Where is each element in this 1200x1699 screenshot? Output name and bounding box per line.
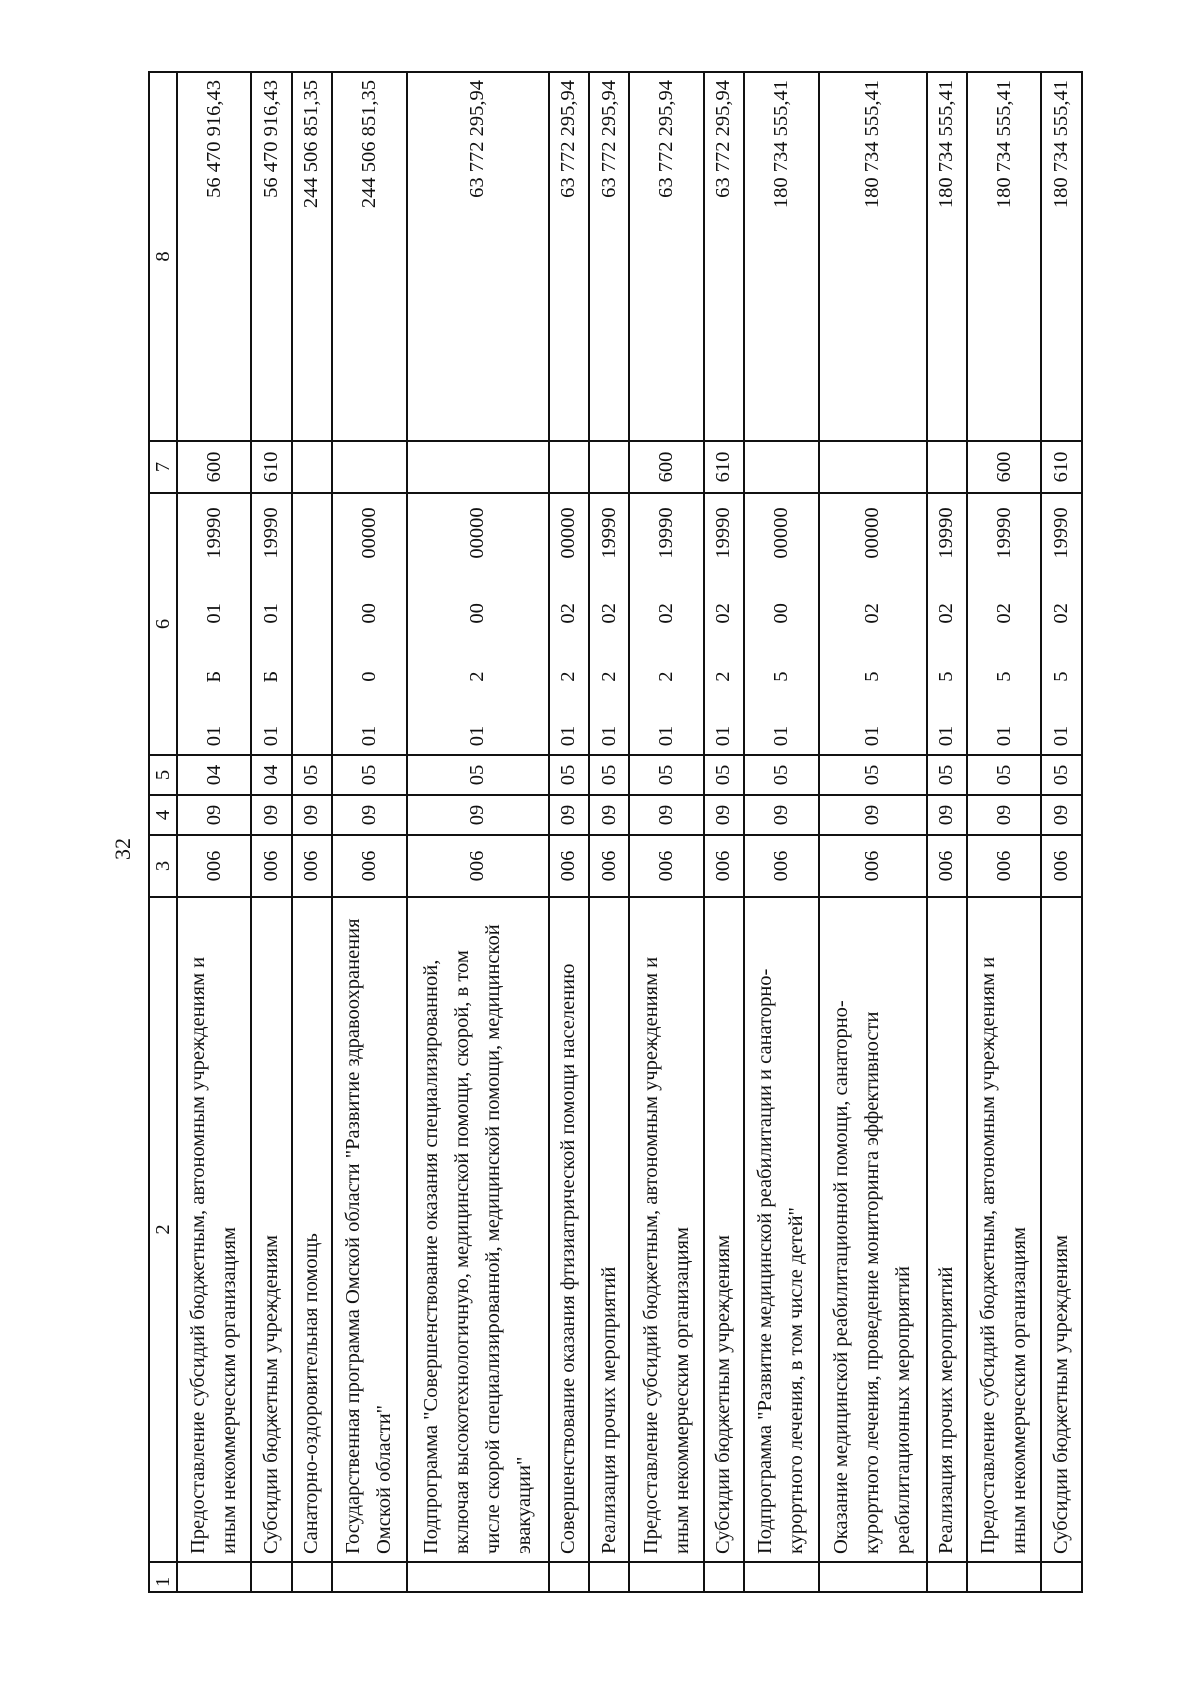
subsection-code-cell: 05 bbox=[292, 755, 332, 795]
row-name-cell: Предоставление субсидий бюджетным, автономным учреждениям и иным некоммерческим организациям bbox=[967, 897, 1041, 1562]
subsection-code-cell: 05 bbox=[407, 755, 549, 795]
row-number-cell bbox=[1041, 1562, 1082, 1592]
row-name-cell: Субсидии бюджетным учреждениям bbox=[251, 897, 291, 1562]
target-article-cell bbox=[967, 493, 1041, 755]
target-subprogram-code: 5 bbox=[1050, 671, 1073, 682]
dept-code-cell: 006 bbox=[549, 835, 589, 897]
target-article-cell bbox=[549, 493, 589, 755]
target-program-code: 01 bbox=[1050, 725, 1073, 747]
target-subprogram-code: 2 bbox=[557, 671, 580, 682]
amount-cell: 63 772 295,94 bbox=[704, 72, 744, 441]
target-subprogram-code: 0 bbox=[357, 671, 380, 682]
expense-type-cell: 600 bbox=[967, 441, 1041, 493]
row-number-cell bbox=[407, 1562, 549, 1592]
target-event-code: 00 bbox=[769, 603, 792, 624]
section-code-cell: 09 bbox=[744, 795, 818, 835]
target-event-code: 02 bbox=[712, 603, 735, 624]
target-subprogram-code: 2 bbox=[655, 671, 678, 682]
target-program-code: 01 bbox=[935, 725, 958, 747]
section-code-cell: 09 bbox=[407, 795, 549, 835]
target-program-code: 01 bbox=[466, 725, 489, 747]
section-code-cell: 09 bbox=[292, 795, 332, 835]
section-code-cell: 09 bbox=[967, 795, 1041, 835]
subsection-code-cell: 05 bbox=[1041, 755, 1082, 795]
expense-type-cell bbox=[292, 441, 332, 493]
amount-cell: 244 506 851,35 bbox=[292, 72, 332, 441]
section-code-cell: 09 bbox=[629, 795, 703, 835]
subsection-code-cell: 05 bbox=[819, 755, 927, 795]
subsection-code-cell: 05 bbox=[967, 755, 1041, 795]
table-row bbox=[704, 72, 744, 1592]
section-code-cell: 09 bbox=[589, 795, 629, 835]
target-program-code: 01 bbox=[202, 725, 225, 747]
target-article-cell bbox=[744, 493, 818, 755]
row-name-cell: Подпрограмма "Развитие медицинской реабилитации и санаторно-курортного лечения, в том числе детей" bbox=[744, 897, 818, 1562]
section-code-cell: 09 bbox=[251, 795, 291, 835]
target-article-cell bbox=[1041, 493, 1082, 755]
target-subprogram-code: 5 bbox=[935, 671, 958, 682]
row-number-cell bbox=[177, 1562, 251, 1592]
target-article-cell bbox=[819, 493, 927, 755]
table-row bbox=[1041, 72, 1082, 1592]
target-direction-code: 19990 bbox=[712, 507, 735, 559]
table-body bbox=[177, 72, 1082, 1592]
dept-code-cell: 006 bbox=[251, 835, 291, 897]
row-name-cell: Совершенствование оказания фтизиатрической помощи населению bbox=[549, 897, 589, 1562]
target-subprogram-code: 2 bbox=[597, 671, 620, 682]
row-name-cell: Предоставление субсидий бюджетным, автономным учреждениям и иным некоммерческим организациям bbox=[177, 897, 251, 1562]
row-number-cell bbox=[704, 1562, 744, 1592]
dept-code-cell: 006 bbox=[629, 835, 703, 897]
amount-cell: 180 734 555,41 bbox=[744, 72, 818, 441]
amount-cell: 180 734 555,41 bbox=[819, 72, 927, 441]
row-number-cell bbox=[819, 1562, 927, 1592]
target-event-code: 02 bbox=[861, 603, 884, 624]
target-event-code: 02 bbox=[935, 603, 958, 624]
section-code-cell: 09 bbox=[177, 795, 251, 835]
amount-cell: 63 772 295,94 bbox=[549, 72, 589, 441]
dept-code-cell: 006 bbox=[744, 835, 818, 897]
target-subprogram-code: 2 bbox=[466, 671, 489, 682]
target-program-code: 01 bbox=[992, 725, 1015, 747]
header-cell: 3 bbox=[149, 835, 177, 897]
target-event-code: 01 bbox=[202, 603, 225, 624]
amount-cell: 63 772 295,94 bbox=[629, 72, 703, 441]
target-article-cell bbox=[927, 493, 967, 755]
section-code-cell: 09 bbox=[704, 795, 744, 835]
row-name-cell: Реализация прочих мероприятий bbox=[589, 897, 629, 1562]
row-number-cell bbox=[589, 1562, 629, 1592]
subsection-code-cell: 05 bbox=[744, 755, 818, 795]
row-number-cell bbox=[927, 1562, 967, 1592]
target-subprogram-code: 5 bbox=[769, 671, 792, 682]
target-article-cell bbox=[407, 493, 549, 755]
target-direction-code: 00000 bbox=[557, 507, 580, 559]
amount-cell: 56 470 916,43 bbox=[251, 72, 291, 441]
dept-code-cell: 006 bbox=[1041, 835, 1082, 897]
table-row bbox=[744, 72, 818, 1592]
subsection-code-cell: 05 bbox=[704, 755, 744, 795]
amount-cell: 56 470 916,43 bbox=[177, 72, 251, 441]
dept-code-cell: 006 bbox=[332, 835, 406, 897]
target-direction-code: 00000 bbox=[357, 507, 380, 559]
row-name-cell: Государственная программа Омской области "Развитие здравоохранения Омской области" bbox=[332, 897, 406, 1562]
header-row bbox=[149, 72, 177, 1592]
target-article-cell bbox=[704, 493, 744, 755]
section-code-cell: 09 bbox=[1041, 795, 1082, 835]
expense-type-cell: 600 bbox=[629, 441, 703, 493]
table-row bbox=[819, 72, 927, 1592]
rotated-table-wrapper bbox=[148, 73, 1083, 1593]
section-code-cell: 09 bbox=[927, 795, 967, 835]
target-direction-code: 00000 bbox=[861, 507, 884, 559]
target-event-code: 02 bbox=[1050, 603, 1073, 624]
table-row bbox=[967, 72, 1041, 1592]
target-program-code: 01 bbox=[557, 725, 580, 747]
target-subprogram-code: Б bbox=[202, 670, 225, 683]
expense-type-cell bbox=[589, 441, 629, 493]
amount-cell: 63 772 295,94 bbox=[407, 72, 549, 441]
row-number-cell bbox=[629, 1562, 703, 1592]
subsection-code-cell: 04 bbox=[177, 755, 251, 795]
target-program-code: 01 bbox=[769, 725, 792, 747]
target-direction-code: 00000 bbox=[769, 507, 792, 559]
target-subprogram-code: 5 bbox=[992, 671, 1015, 682]
target-direction-code: 19990 bbox=[1050, 507, 1073, 559]
expense-type-cell: 610 bbox=[251, 441, 291, 493]
header-cell: 8 bbox=[149, 72, 177, 441]
target-article-cell bbox=[292, 493, 332, 755]
subsection-code-cell: 05 bbox=[629, 755, 703, 795]
target-event-code: 01 bbox=[260, 603, 283, 624]
header-cell: 6 bbox=[149, 493, 177, 755]
table-row bbox=[292, 72, 332, 1592]
subsection-code-cell: 04 bbox=[251, 755, 291, 795]
header-cell: 2 bbox=[149, 897, 177, 1562]
dept-code-cell: 006 bbox=[927, 835, 967, 897]
table-row bbox=[927, 72, 967, 1592]
target-event-code: 02 bbox=[597, 603, 620, 624]
dept-code-cell: 006 bbox=[967, 835, 1041, 897]
target-event-code: 02 bbox=[992, 603, 1015, 624]
row-name-cell: Предоставление субсидий бюджетным, автономным учреждениям и иным некоммерческим организациям bbox=[629, 897, 703, 1562]
subsection-code-cell: 05 bbox=[589, 755, 629, 795]
section-code-cell: 09 bbox=[549, 795, 589, 835]
amount-cell: 180 734 555,41 bbox=[1041, 72, 1082, 441]
row-name-cell: Реализация прочих мероприятий bbox=[927, 897, 967, 1562]
target-subprogram-code: 5 bbox=[861, 671, 884, 682]
row-name-cell: Оказание медицинской реабилитационной помощи, санаторно-курортного лечения, проведение мониторинга эффективности реабилитационных мероприятий bbox=[819, 897, 927, 1562]
dept-code-cell: 006 bbox=[704, 835, 744, 897]
dept-code-cell: 006 bbox=[407, 835, 549, 897]
row-number-cell bbox=[251, 1562, 291, 1592]
amount-cell: 180 734 555,41 bbox=[927, 72, 967, 441]
dept-code-cell: 006 bbox=[819, 835, 927, 897]
target-program-code: 01 bbox=[357, 725, 380, 747]
row-name-cell: Санаторно-оздоровительная помощь bbox=[292, 897, 332, 1562]
budget-table bbox=[148, 71, 1083, 1593]
amount-cell: 244 506 851,35 bbox=[332, 72, 406, 441]
table-row bbox=[407, 72, 549, 1592]
target-direction-code: 00000 bbox=[466, 507, 489, 559]
target-subprogram-code: 2 bbox=[712, 671, 735, 682]
target-subprogram-code: Б bbox=[260, 670, 283, 683]
target-direction-code: 19990 bbox=[260, 507, 283, 559]
target-event-code: 00 bbox=[466, 603, 489, 624]
row-name-cell: Подпрограмма "Совершенствование оказания специализированной, включая высокотехнологичную, медицинской помощи, скорой, в том числе скорой специализированной, медицинской помощи, медицинской эвакуации" bbox=[407, 897, 549, 1562]
row-name-cell: Субсидии бюджетным учреждениям bbox=[1041, 897, 1082, 1562]
row-number-cell bbox=[332, 1562, 406, 1592]
subsection-code-cell: 05 bbox=[332, 755, 406, 795]
expense-type-cell: 610 bbox=[704, 441, 744, 493]
target-event-code: 02 bbox=[557, 603, 580, 624]
expense-type-cell bbox=[332, 441, 406, 493]
expense-type-cell bbox=[549, 441, 589, 493]
target-program-code: 01 bbox=[712, 725, 735, 747]
expense-type-cell bbox=[819, 441, 927, 493]
amount-cell: 63 772 295,94 bbox=[589, 72, 629, 441]
header-cell: 1 bbox=[149, 1562, 177, 1592]
table-row bbox=[177, 72, 251, 1592]
target-event-code: 02 bbox=[655, 603, 678, 624]
target-direction-code: 19990 bbox=[202, 507, 225, 559]
subsection-code-cell: 05 bbox=[549, 755, 589, 795]
table-row bbox=[549, 72, 589, 1592]
dept-code-cell: 006 bbox=[589, 835, 629, 897]
expense-type-cell bbox=[407, 441, 549, 493]
target-program-code: 01 bbox=[655, 725, 678, 747]
amount-cell: 180 734 555,41 bbox=[967, 72, 1041, 441]
target-program-code: 01 bbox=[861, 725, 884, 747]
target-article-cell bbox=[177, 493, 251, 755]
row-number-cell bbox=[967, 1562, 1041, 1592]
section-code-cell: 09 bbox=[819, 795, 927, 835]
expense-type-cell bbox=[927, 441, 967, 493]
header-cell: 7 bbox=[149, 441, 177, 493]
header-cell: 5 bbox=[149, 755, 177, 795]
table-row bbox=[332, 72, 406, 1592]
expense-type-cell bbox=[744, 441, 818, 493]
row-name-cell: Субсидии бюджетным учреждениям bbox=[704, 897, 744, 1562]
section-code-cell: 09 bbox=[332, 795, 406, 835]
target-direction-code: 19990 bbox=[655, 507, 678, 559]
row-number-cell bbox=[549, 1562, 589, 1592]
target-direction-code: 19990 bbox=[597, 507, 620, 559]
target-program-code: 01 bbox=[597, 725, 620, 747]
page-number: 32 bbox=[110, 838, 135, 860]
target-event-code: 00 bbox=[357, 603, 380, 624]
target-direction-code: 19990 bbox=[992, 507, 1015, 559]
target-article-cell bbox=[251, 493, 291, 755]
expense-type-cell: 600 bbox=[177, 441, 251, 493]
subsection-code-cell: 05 bbox=[927, 755, 967, 795]
dept-code-cell: 006 bbox=[177, 835, 251, 897]
target-article-cell bbox=[332, 493, 406, 755]
target-article-cell bbox=[629, 493, 703, 755]
target-direction-code: 19990 bbox=[935, 507, 958, 559]
expense-type-cell: 610 bbox=[1041, 441, 1082, 493]
table-row bbox=[251, 72, 291, 1592]
header-cell: 4 bbox=[149, 795, 177, 835]
row-number-cell bbox=[744, 1562, 818, 1592]
table-row bbox=[629, 72, 703, 1592]
table-row bbox=[589, 72, 629, 1592]
dept-code-cell: 006 bbox=[292, 835, 332, 897]
target-program-code: 01 bbox=[260, 725, 283, 747]
target-article-cell bbox=[589, 493, 629, 755]
row-number-cell bbox=[292, 1562, 332, 1592]
